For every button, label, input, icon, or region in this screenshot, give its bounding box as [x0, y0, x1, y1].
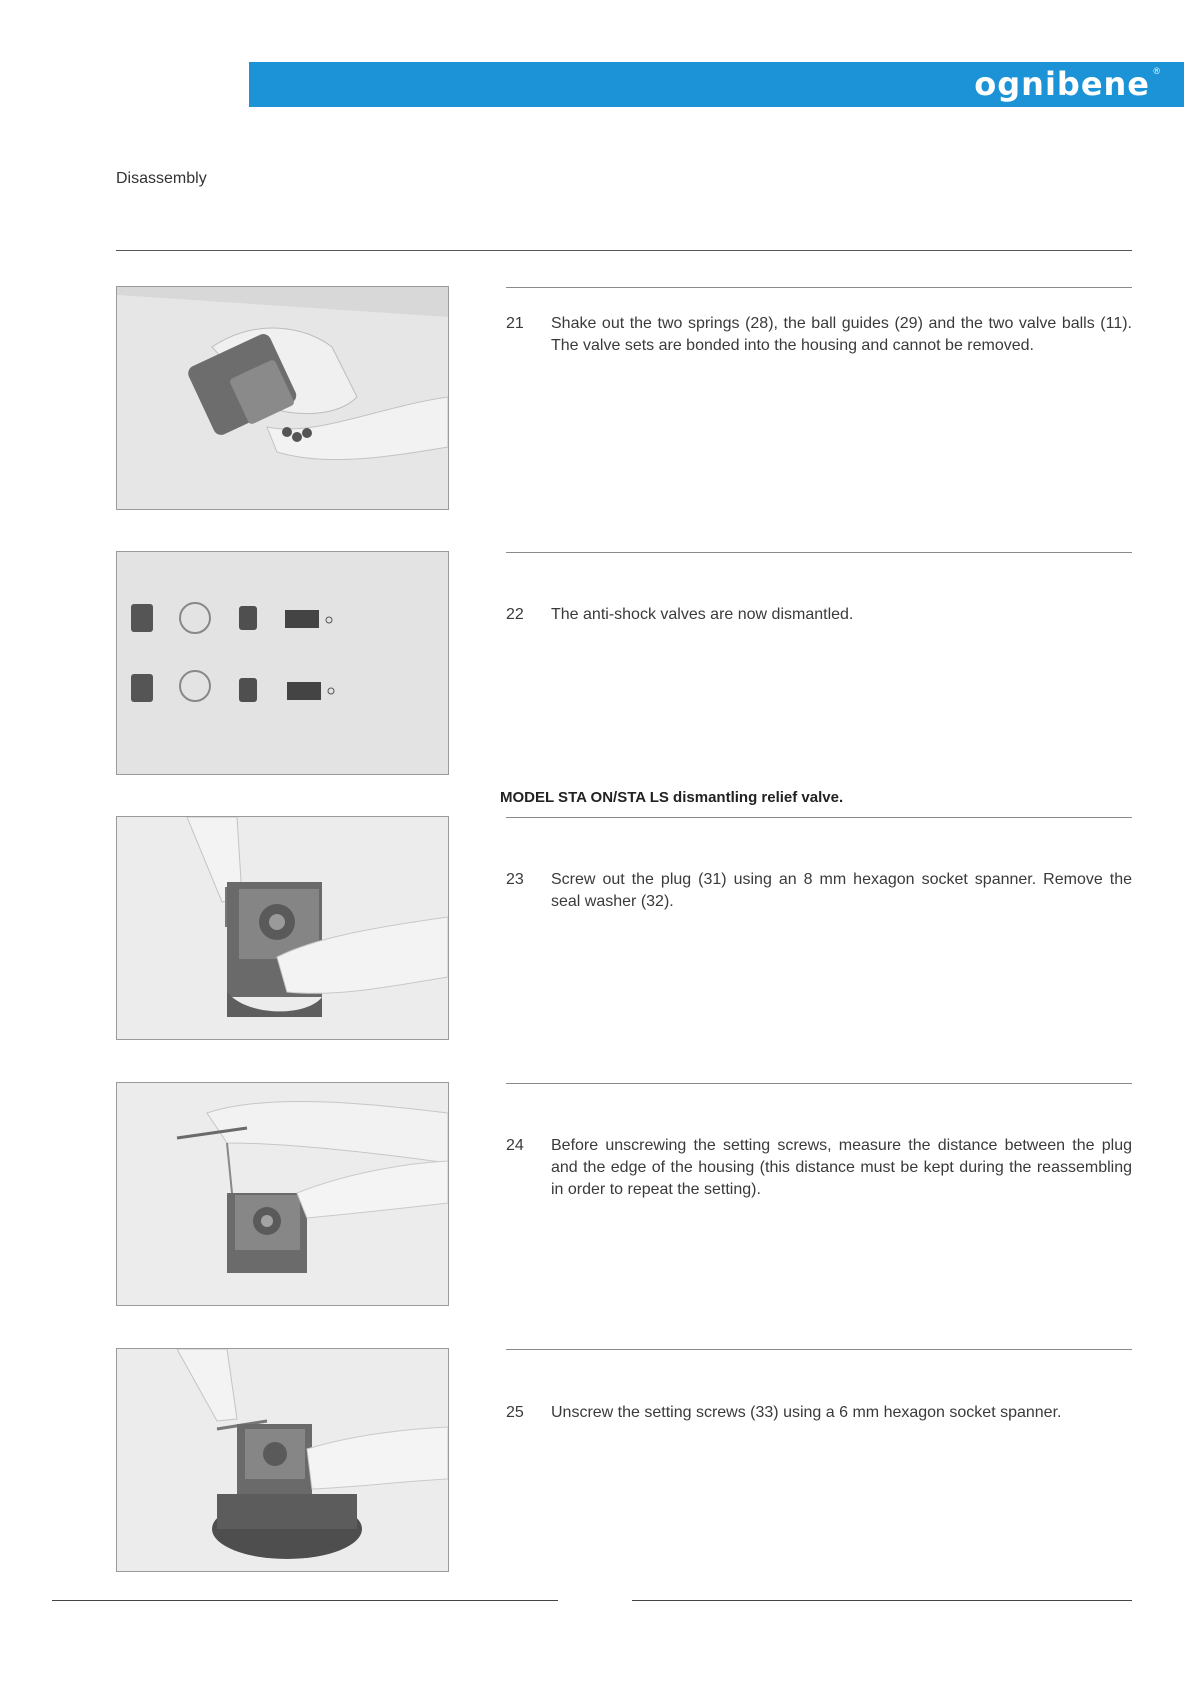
step-number: 25	[506, 1404, 524, 1421]
step-text: Shake out the two springs (28), the ball guides (29) and the two valve balls (11). The valve sets are bonded into the housing and cannot be removed.	[551, 315, 1132, 354]
step-divider	[506, 1349, 1132, 1350]
photo-step-24	[116, 1082, 449, 1306]
step-divider	[506, 817, 1132, 818]
footer-rule-left	[52, 1600, 558, 1601]
step-number: 21	[506, 315, 524, 332]
step-text: Unscrew the setting screws (33) using a 6 mm hexagon socket spanner.	[551, 1404, 1062, 1421]
photo-step-22	[116, 551, 449, 775]
step-24	[506, 1135, 1132, 1201]
step-number: 23	[506, 871, 524, 888]
photo-step-23	[116, 816, 449, 1040]
section-title: Disassembly	[116, 170, 207, 187]
photo-step-21	[116, 286, 449, 510]
brand-header-bar	[249, 62, 1184, 107]
step-divider	[506, 1083, 1132, 1084]
step-23	[506, 869, 1132, 913]
step-number: 24	[506, 1137, 524, 1154]
step-text: Before unscrewing the setting screws, measure the distance between the plug and the edge of the housing (this distance must be kept during the reassembling in order to repeat the setting).	[551, 1137, 1132, 1198]
model-heading: MODEL STA ON/STA LS dismantling relief valve.	[500, 789, 844, 806]
step-22	[506, 604, 1132, 626]
brand-logo: ognibene	[974, 65, 1150, 103]
step-divider	[506, 552, 1132, 553]
step-divider	[506, 287, 1132, 288]
registered-mark: ®	[1153, 66, 1160, 76]
step-25	[506, 1402, 1132, 1424]
step-21	[506, 313, 1132, 357]
step-text: Screw out the plug (31) using an 8 mm hexagon socket spanner. Remove the seal washer (32).	[551, 871, 1132, 910]
step-number: 22	[506, 606, 524, 623]
footer-rule-right	[632, 1600, 1132, 1601]
section-divider	[116, 250, 1132, 251]
photo-step-25	[116, 1348, 449, 1572]
step-text: The anti-shock valves are now dismantled.	[551, 606, 854, 623]
